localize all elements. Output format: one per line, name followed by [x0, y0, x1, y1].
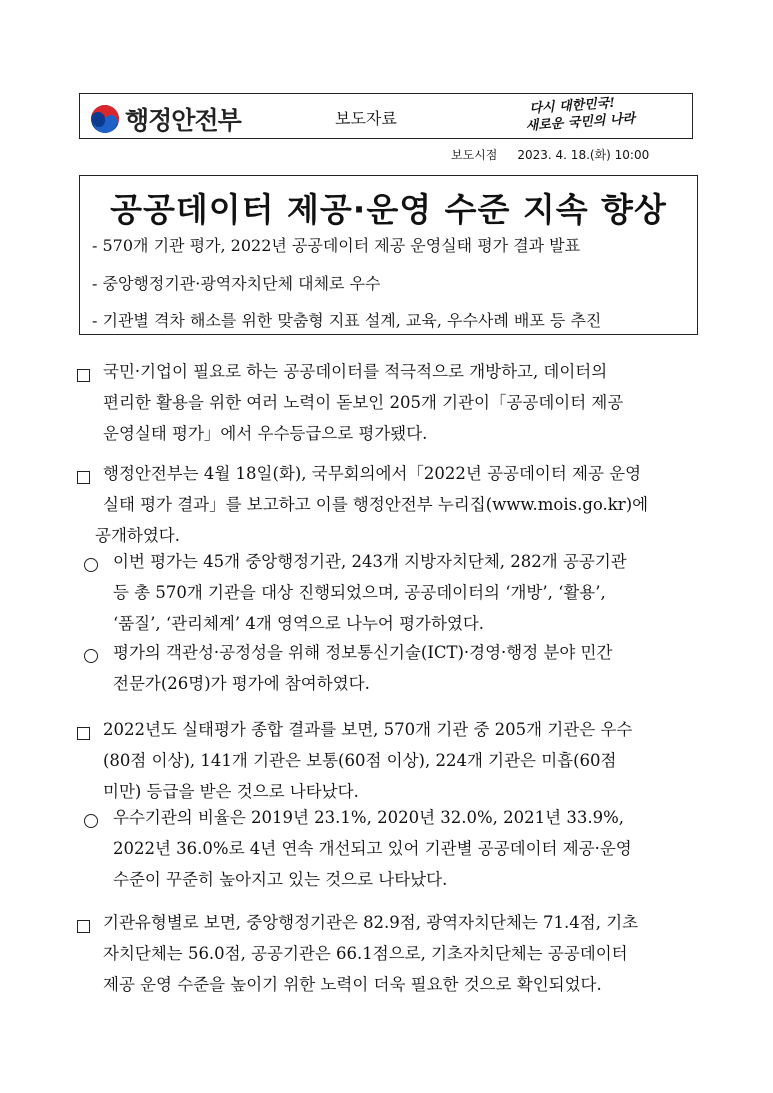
text-line: 기관유형별로 보면, 중앙행정기관은 82.9점, 광역자치단체는 71.4점, 기초: [103, 913, 639, 932]
press-release-label: 보도자료: [335, 109, 397, 128]
text-line: 자치단체는 56.0점, 공공기관은 66.1점으로, 기초자치단체는 공공데이터: [103, 944, 628, 963]
subtitle-3: - 기관별 격차 해소를 위한 맞춤형 지표 설계, 교육, 우수사례 배포 등 추진: [92, 311, 602, 330]
ministry-name: 행정안전부: [125, 106, 241, 135]
square-bullet-icon: [77, 727, 90, 740]
ministry-logo: [90, 101, 241, 137]
paragraph-3: [103, 714, 632, 807]
subtitle-2: - 중앙행정기관·광역자치단체 대체로 우수: [92, 274, 381, 293]
square-bullet-icon: [77, 471, 90, 484]
header-box: [79, 93, 693, 139]
text-line: 미만) 등급을 받은 것으로 나타났다.: [103, 782, 359, 801]
circle-bullet-icon: [84, 558, 98, 572]
page-title: 공공데이터 제공·운영 수준 지속 향상: [110, 190, 667, 229]
text-line: 행정안전부는 4월 18일(화), 국무회의에서「2022년 공공데이터 제공 운영: [103, 464, 642, 483]
paragraph-2: [95, 458, 649, 551]
text-line: ‘품질’, ‘관리체계’ 4개 영역으로 나누어 평가하였다.: [113, 614, 485, 633]
paragraph-3a: [113, 802, 632, 895]
slogan-line-1: 다시 대한민국!: [529, 95, 616, 117]
text-line: 공개하였다.: [95, 526, 180, 545]
release-time-label: 보도시점: [451, 148, 498, 162]
text-line: 운영실태 평가」에서 우수등급으로 평가됐다.: [103, 424, 428, 443]
text-line: 평가의 객관성·공정성을 위해 정보통신기술(ICT)·경영·행정 분야 민간: [113, 643, 613, 662]
subtitle-1: - 570개 기관 평가, 2022년 공공데이터 제공 운영실태 평가 결과 발표: [92, 236, 581, 255]
text-line: 2022년 36.0%로 4년 연속 개선되고 있어 기관별 공공데이터 제공·운영: [113, 839, 632, 858]
slogan-line-2: 새로운 국민의 나라: [525, 111, 636, 134]
taegeuk-emblem-icon: [90, 104, 120, 134]
paragraph-1: [103, 356, 623, 449]
text-line: (80점 이상), 141개 기관은 보통(60점 이상), 224개 기관은 미흡(60점: [103, 751, 617, 770]
text-line: 이번 평가는 45개 중앙행정기관, 243개 지방자치단체, 282개 공공기관: [113, 552, 627, 571]
slogan-calligraphy: [525, 93, 636, 134]
circle-bullet-icon: [84, 649, 98, 663]
circle-bullet-icon: [84, 814, 98, 828]
square-bullet-icon: [77, 920, 90, 933]
text-line: 등 총 570개 기관을 대상 진행되었으며, 공공데이터의 ‘개방’, ‘활용’,: [113, 583, 606, 602]
text-line: 실태 평가 결과」를 보고하고 이를 행정안전부 누리집(www.mois.go.kr)에: [103, 495, 649, 514]
release-time: [451, 146, 649, 163]
title-box: [79, 175, 698, 335]
paragraph-4: [103, 907, 638, 1000]
paragraph-2b: [113, 637, 612, 699]
paragraph-2a: [113, 546, 627, 639]
text-line: 우수기관의 비율은 2019년 23.1%, 2020년 32.0%, 2021년 33.9%,: [113, 808, 625, 827]
text-line: 제공 운영 수준을 높이기 위한 노력이 더욱 필요한 것으로 확인되었다.: [103, 975, 602, 994]
text-line: 수준이 꾸준히 높아지고 있는 것으로 나타났다.: [113, 870, 448, 889]
release-time-value: 2023. 4. 18.(화) 10:00: [517, 148, 650, 162]
text-line: 전문가(26명)가 평가에 참여하였다.: [113, 674, 370, 693]
text-line: 국민·기업이 필요로 하는 공공데이터를 적극적으로 개방하고, 데이터의: [103, 362, 608, 381]
text-line: 편리한 활용을 위한 여러 노력이 돋보인 205개 기관이「공공데이터 제공: [103, 393, 624, 412]
text-line: 2022년도 실태평가 종합 결과를 보면, 570개 기관 중 205개 기관은 우수: [103, 720, 633, 739]
square-bullet-icon: [77, 369, 90, 382]
